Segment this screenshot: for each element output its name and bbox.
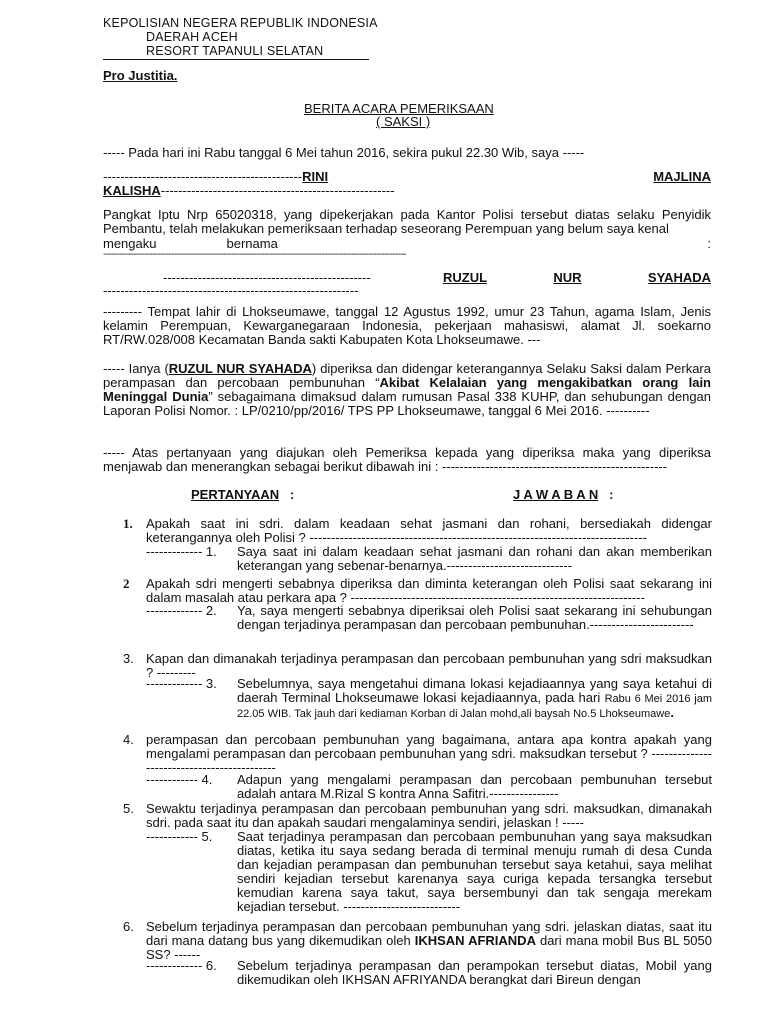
examined-text-3: ” sebagaimana dimaksud dalam rumusan Pasal 338 KUHP, dan sehubungan dengan Laporan Polisi Nomor. : LP/0210/pp/2016/ TPS PP Lhokseumawe, tanggal 6 Mei 2016. ----------	[103, 389, 712, 418]
question-number-6: 6.	[123, 919, 134, 934]
investigator-dashes: ----------------------------------------------	[103, 169, 303, 184]
answer-header-colon: :	[609, 487, 614, 502]
examined-case-title: Akibat Kelalaian yang mengakibatkan orang lain Meninggal Dunia	[103, 375, 711, 404]
witness-dashes: ------------------------------------------------	[163, 270, 371, 285]
header-line-3: RESORT TAPANULI SELATAN	[146, 44, 324, 58]
investigator-line2-dashes: ------------------------------------------------------	[160, 183, 395, 198]
answer-3	[237, 677, 712, 721]
question-header	[191, 487, 294, 502]
bernama-word: bernama	[226, 236, 278, 251]
question-number-3: 3.	[123, 651, 134, 666]
question-5: Sewaktu terjadinya perampasan dan percobaan pembunuhan yang sdri. maksudkan, dimanakah sdri. pada saat itu dan apakah saudari mengalaminya sendiri, jelaskan ! -----	[146, 801, 712, 830]
answer-1: Saya saat ini dalam keadaan sehat jasmani dan rohani dan akan memberikan keterangan yang sebenar-benarnya.-----------------------------	[237, 544, 712, 573]
question-6-text-1: Sebelum terjadinya perampasan dan percobaan pembunuhan yang sdri. jelaskan diatas, saat itu dari mana datang bus yang dikemudikan oleh	[146, 919, 712, 948]
question-number-5: 5.	[123, 801, 134, 816]
document-subtitle: ( SAKSI )	[376, 114, 431, 129]
mengaku-colon: :	[707, 236, 711, 251]
answer-prefix-3: ------------- 3.	[146, 676, 217, 691]
questions-intro: ----- Atas pertanyaan yang diajukan oleh Pemeriksa kepada yang diperiksa maka yang diperiksa menjawab dan menerangkan sebagai berikut dibawah ini : ----------------------------------------------------	[103, 445, 711, 474]
rank-dashes: ---------------------------------------------------------------------------------------------------------------	[103, 249, 407, 260]
question-4: perampasan dan percobaan pembunuhan yang bagaimana, antara apa kontra apakah yang mengalami perampasan dan percobaan pembunuhan yang sdri. maksudkan tersebut ? --------------------------------------------	[146, 732, 712, 775]
answer-6: Sebelum terjadinya perampasan dan perampokan tersebut diatas, Mobil yang dikemudikan oleh IKHSAN AFRIYANDA berangkat dari Bireun dengan	[237, 958, 712, 987]
examined-text-2: ) diperiksa dan didengar keterangannya Selaku Saksi dalam Perkara perampasan dan percobaan pembunuhan “	[103, 361, 711, 390]
answer-prefix-5: ------------ 5.	[146, 829, 213, 844]
answer-3-small-text: Rabu 6 Mei 2016 jam 22.05 WIB. Tak jauh dari kediaman Korban di Jalan mohd,ali baysah No.5 Lhokseumawe	[237, 693, 712, 720]
investigator-name-line-2	[103, 183, 395, 198]
witness-name-3: SYAHADA	[647, 270, 711, 285]
question-6	[146, 920, 712, 962]
question-header-colon: :	[289, 487, 295, 502]
answer-header	[513, 487, 613, 502]
witness-name	[443, 270, 711, 285]
investigator-name-line	[103, 169, 711, 184]
answer-prefix-4: ------------ 4.	[146, 772, 213, 787]
header-line-1: KEPOLISIAN NEGERA REPUBLIK INDONESIA	[103, 16, 378, 30]
header-underline	[103, 59, 369, 60]
answer-3-period: .	[670, 705, 674, 720]
answer-3-text: Sebelumnya, saya mengetahui dimana lokasi kejadiaannya yang saya ketahui di daerah Terminal Lhokseumawe lokasi kejadiaannya, pada hari	[237, 676, 712, 705]
examined-paragraph	[103, 362, 711, 418]
rank-paragraph: Pangkat Iptu Nrp 65020318, yang dipekerjakan pada Kantor Polisi tersebut diatas selaku Penyidik Pembantu, telah melakukan pemeriksaan terhadap seseorang Perempuan yang belum saya kenal	[103, 207, 711, 236]
bio-paragraph: --------- Tempat lahir di Lhokseumawe, tanggal 12 Agustus 1992, umur 23 Tahun, agama Islam, Jenis kelamin Perempuan, Kewarganegaraan Indonesia, pekerjaan mahasiswi, alamat Jl. soekarno RT/RW.028/008 Kecamatan Banda sakti Kabupaten Kota Lhokseumawe. ---	[103, 304, 711, 347]
pro-justitia: Pro Justitia.	[103, 68, 178, 83]
mengaku-word: mengaku	[103, 236, 157, 251]
answer-prefix-1: ------------- 1.	[146, 544, 217, 559]
examined-text-1: ----- Ianya (	[103, 361, 169, 376]
question-header-label: PERTANYAAN	[191, 487, 280, 502]
examined-witness-name: RUZUL NUR SYAHADA	[168, 361, 312, 376]
investigator-last-name: MAJLINA	[653, 169, 711, 184]
question-number-2: 2	[123, 576, 130, 591]
answer-prefix-6: ------------- 6.	[146, 958, 217, 973]
answer-prefix-2: ------------- 2.	[146, 603, 217, 618]
question-number-4: 4.	[123, 732, 134, 747]
witness-dashes-2: -----------------------------------------------------------	[103, 283, 359, 298]
investigator-first-name: RINI	[302, 169, 329, 184]
investigator-name-cont: KALISHA	[103, 183, 161, 198]
answer-header-label: J A W A B A N	[513, 487, 599, 502]
question-2: Apakah sdri mengerti sebabnya diperiksa dan diminta keterangan oleh Polisi saat sekarang ini dalam masalah atau perkara apa ? --------------------------------------------------------------------	[146, 576, 712, 605]
answer-5: Saat terjadinya perampasan dan percobaan pembunuhan yang saya maksudkan diatas, ketika itu saya sedang berada di terminal menuju rumah di desa Cunda dan kejadian perampasan dan pembunuhan tersebut saya ketahui, saya melihat sendiri kejadian tersebut karenanya saya curiga kepada tersangka tersebut kemudian karena saya takut, saya bersembunyi dan tak sengaja merekam kejadian tersebut. ---------------------------	[237, 829, 712, 914]
witness-name-1: RUZUL	[443, 270, 488, 285]
question-number-1: 1.	[123, 516, 133, 531]
witness-name-2: NUR	[553, 270, 582, 285]
document-title: BERITA ACARA PEMERIKSAAN	[304, 101, 494, 116]
question-3: Kapan dan dimanakah terjadinya perampasan dan percobaan pembunuhan yang sdri maksudkan ? ---------	[146, 651, 712, 680]
header-line-2: DAERAH ACEH	[146, 30, 238, 44]
question-6-driver-name: IKHSAN AFRIANDA	[414, 933, 536, 948]
answer-4: Adapun yang mengalami perampasan dan percobaan pembunuhan tersebut adalah antara M.Rizal S kontra Anna Safitri.----------------	[237, 772, 712, 801]
question-1: Apakah saat ini sdri. dalam keadaan sehat jasmani dan rohani, bersediakah didengar keterangannya oleh Polisi ? ------------------------------------------------------------------------------	[146, 516, 712, 545]
opening-line: ----- Pada hari ini Rabu tanggal 6 Mei tahun 2016, sekira pukul 22.30 Wib, saya -----	[103, 145, 585, 160]
answer-2: Ya, saya mengerti sebabnya diperiksai oleh Polisi saat sekarang ini sehubungan dengan terjadinya perampasan dan percobaan pembunuhan.------------------------	[237, 603, 712, 632]
question-6-text-2: dari mana mobil Bus BL 5050 SS? ------	[146, 933, 712, 962]
